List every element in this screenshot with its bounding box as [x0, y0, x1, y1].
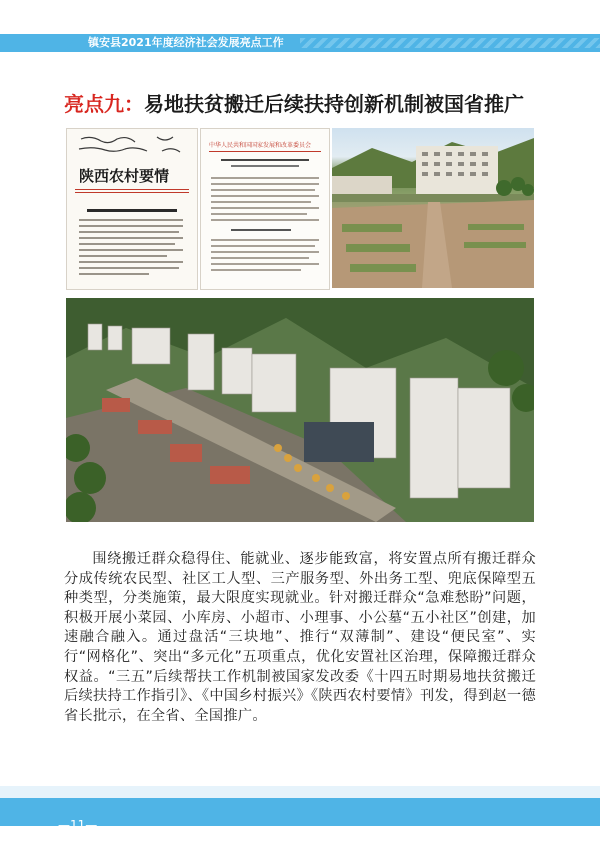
newsletter-scan-graphic: [67, 129, 197, 289]
header-corner: [64, 34, 78, 52]
article-body: 围绕搬迁群众稳得住、能就业、逐步能致富，将安置点所有搬迁群众分成传统农民型、社区工人型、三产服务型、外出务工型、兜底保障型五种类型，分类施策，最大限度实现就业。针对搬迁群众“急难愁盼”问题，积极开展小菜园、小库房、小超市、小理事、小公墓“五小社区”创建，加速融合融入。通过盘活“三块地”、推行“双薄制”、建设“便民室”、实行“网格化”、突出“多元化”五项重点，优化安置社区治理，保障搬迁群众权益。“三五”后续帮扶工作机制被国家发改委《十四五时期易地扶贫搬迁后续扶持工作指引》、《中国乡村振兴》《陕西农村要情》刊发，得到赵一德省长批示，在全省、全国推广。: [64, 551, 536, 724]
footer-band: [0, 786, 600, 798]
header-stripe: [300, 38, 600, 48]
ndrc-document-graphic: [201, 129, 329, 289]
page-number: —11—: [58, 818, 98, 832]
resettlement-community-aerial-photo: [66, 298, 534, 522]
page-title: [64, 88, 544, 117]
resettlement-garden-photo: [332, 128, 534, 288]
aerial-photo-graphic: [66, 298, 534, 522]
newsletter-scan-image: [66, 128, 198, 290]
garden-photo-graphic: [332, 128, 534, 288]
title-main: 易地扶贫搬迁后续扶持创新机制被国省推广: [144, 92, 524, 116]
running-title: 镇安县2021年度经济社会发展亮点工作: [78, 34, 294, 52]
title-prefix: 亮点九：: [64, 92, 144, 116]
newsletter-heading: 陕西农村要情: [79, 167, 170, 185]
ndrc-heading: 中华人民共和国国家发展和改革委员会: [209, 142, 312, 149]
ndrc-document-image: [200, 128, 330, 290]
